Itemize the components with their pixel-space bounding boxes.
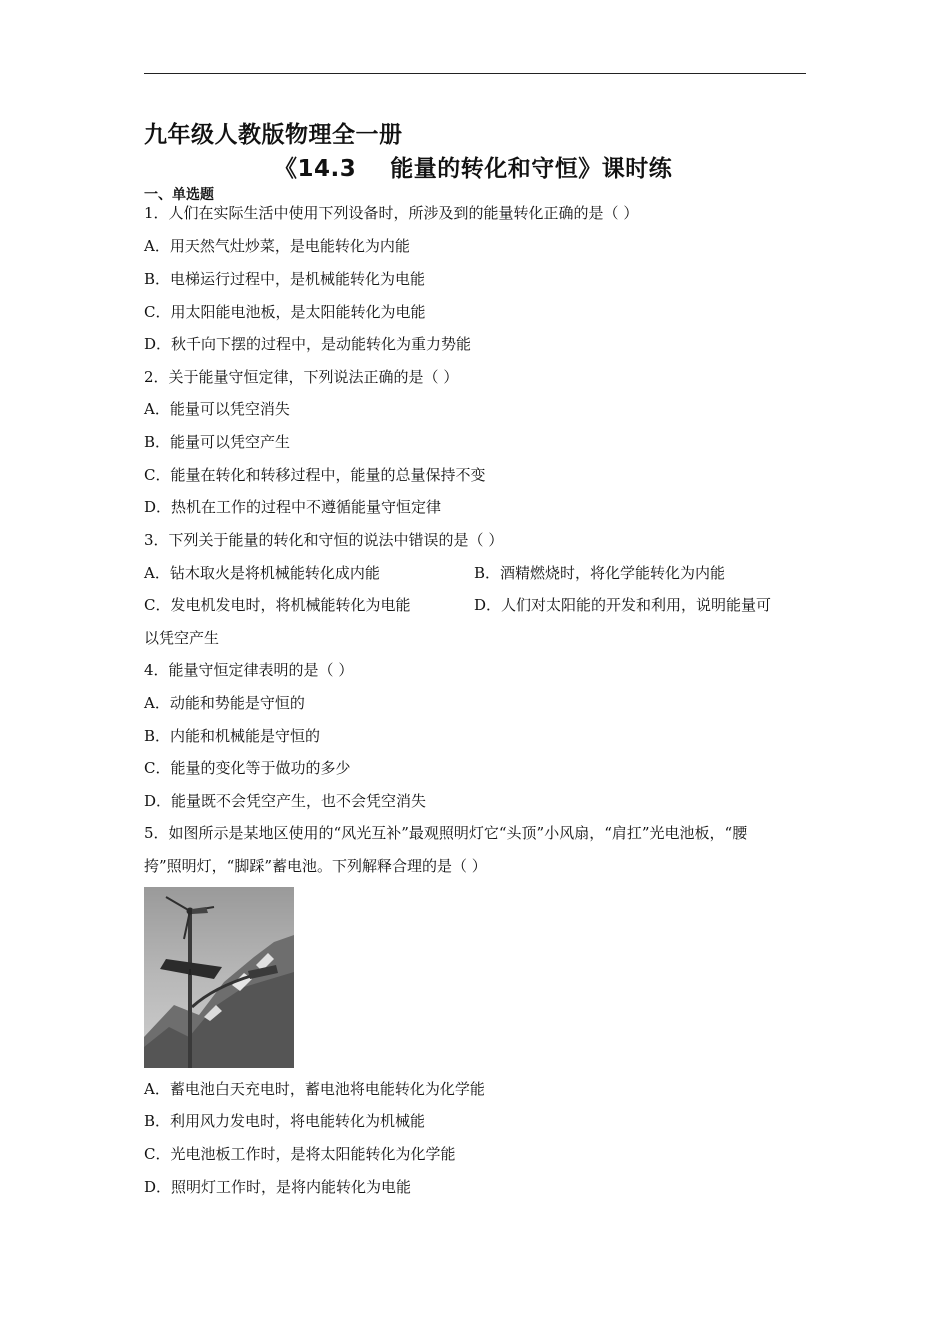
header-rule [144, 73, 806, 74]
q5-option-c: C．光电池板工作时，是将太阳能转化为化学能 [144, 1145, 456, 1163]
q1-option-c: C．用太阳能电池板，是太阳能转化为电能 [144, 303, 426, 321]
q4-option-a: A．动能和势能是守恒的 [144, 694, 305, 712]
q5-stem-line2: 挎”照明灯，“脚踩”蓄电池。下列解释合理的是（ ） [144, 857, 487, 875]
q3-option-d: D．人们对太阳能的开发和利用，说明能量可 [474, 596, 772, 614]
q4-option-b: B．内能和机械能是守恒的 [144, 727, 321, 745]
q1-option-d: D．秋千向下摆的过程中，是动能转化为重力势能 [144, 335, 472, 353]
q1-option-a: A．用天然气灶炒菜，是电能转化为内能 [144, 237, 410, 255]
q2-stem: 2．关于能量守恒定律，下列说法正确的是（ ） [144, 368, 459, 386]
q3-option-a: A．钻木取火是将机械能转化成内能 [144, 564, 380, 582]
q5-option-a: A．蓄电池白天充电时，蓄电池将电能转化为化学能 [144, 1080, 485, 1098]
q1-stem: 1．人们在实际生活中使用下列设备时，所涉及到的能量转化正确的是（ ） [144, 204, 639, 222]
q5-option-d: D．照明灯工作时，是将内能转化为电能 [144, 1178, 412, 1196]
doc-title-line2: 《14.3 能量的转化和守恒》课时练 [274, 156, 673, 182]
q4-option-c: C．能量的变化等于做功的多少 [144, 759, 351, 777]
q4-option-d: D．能量既不会凭空产生，也不会凭空消失 [144, 792, 427, 810]
q5-stem-line1: 5．如图所示是某地区使用的“风光互补”最观照明灯它“头顶”小风扇，“肩扛”光电池板，“腰 [144, 824, 748, 842]
section-heading: 一、单选题 [144, 187, 214, 203]
q3-option-d-continued: 以凭空产生 [144, 629, 220, 647]
q2-option-b: B．能量可以凭空产生 [144, 433, 291, 451]
q2-option-a: A．能量可以凭空消失 [144, 400, 290, 418]
q3-option-c: C．发电机发电时，将机械能转化为电能 [144, 596, 411, 614]
q2-option-c: C．能量在转化和转移过程中，能量的总量保持不变 [144, 466, 486, 484]
q3-stem: 3．下列关于能量的转化和守恒的说法中错误的是（ ） [144, 531, 504, 549]
q5-option-b: B．利用风力发电时，将电能转化为机械能 [144, 1112, 426, 1130]
doc-title-line1: 九年级人教版物理全一册 [144, 122, 403, 148]
streetlight-photo-graphic [144, 887, 294, 1068]
q1-option-b: B．电梯运行过程中，是机械能转化为电能 [144, 270, 426, 288]
q3-option-b: B．酒精燃烧时，将化学能转化为内能 [474, 564, 726, 582]
streetlight-photo [144, 887, 294, 1068]
q2-option-d: D．热机在工作的过程中不遵循能量守恒定律 [144, 498, 442, 516]
q4-stem: 4．能量守恒定律表明的是（ ） [144, 661, 354, 679]
